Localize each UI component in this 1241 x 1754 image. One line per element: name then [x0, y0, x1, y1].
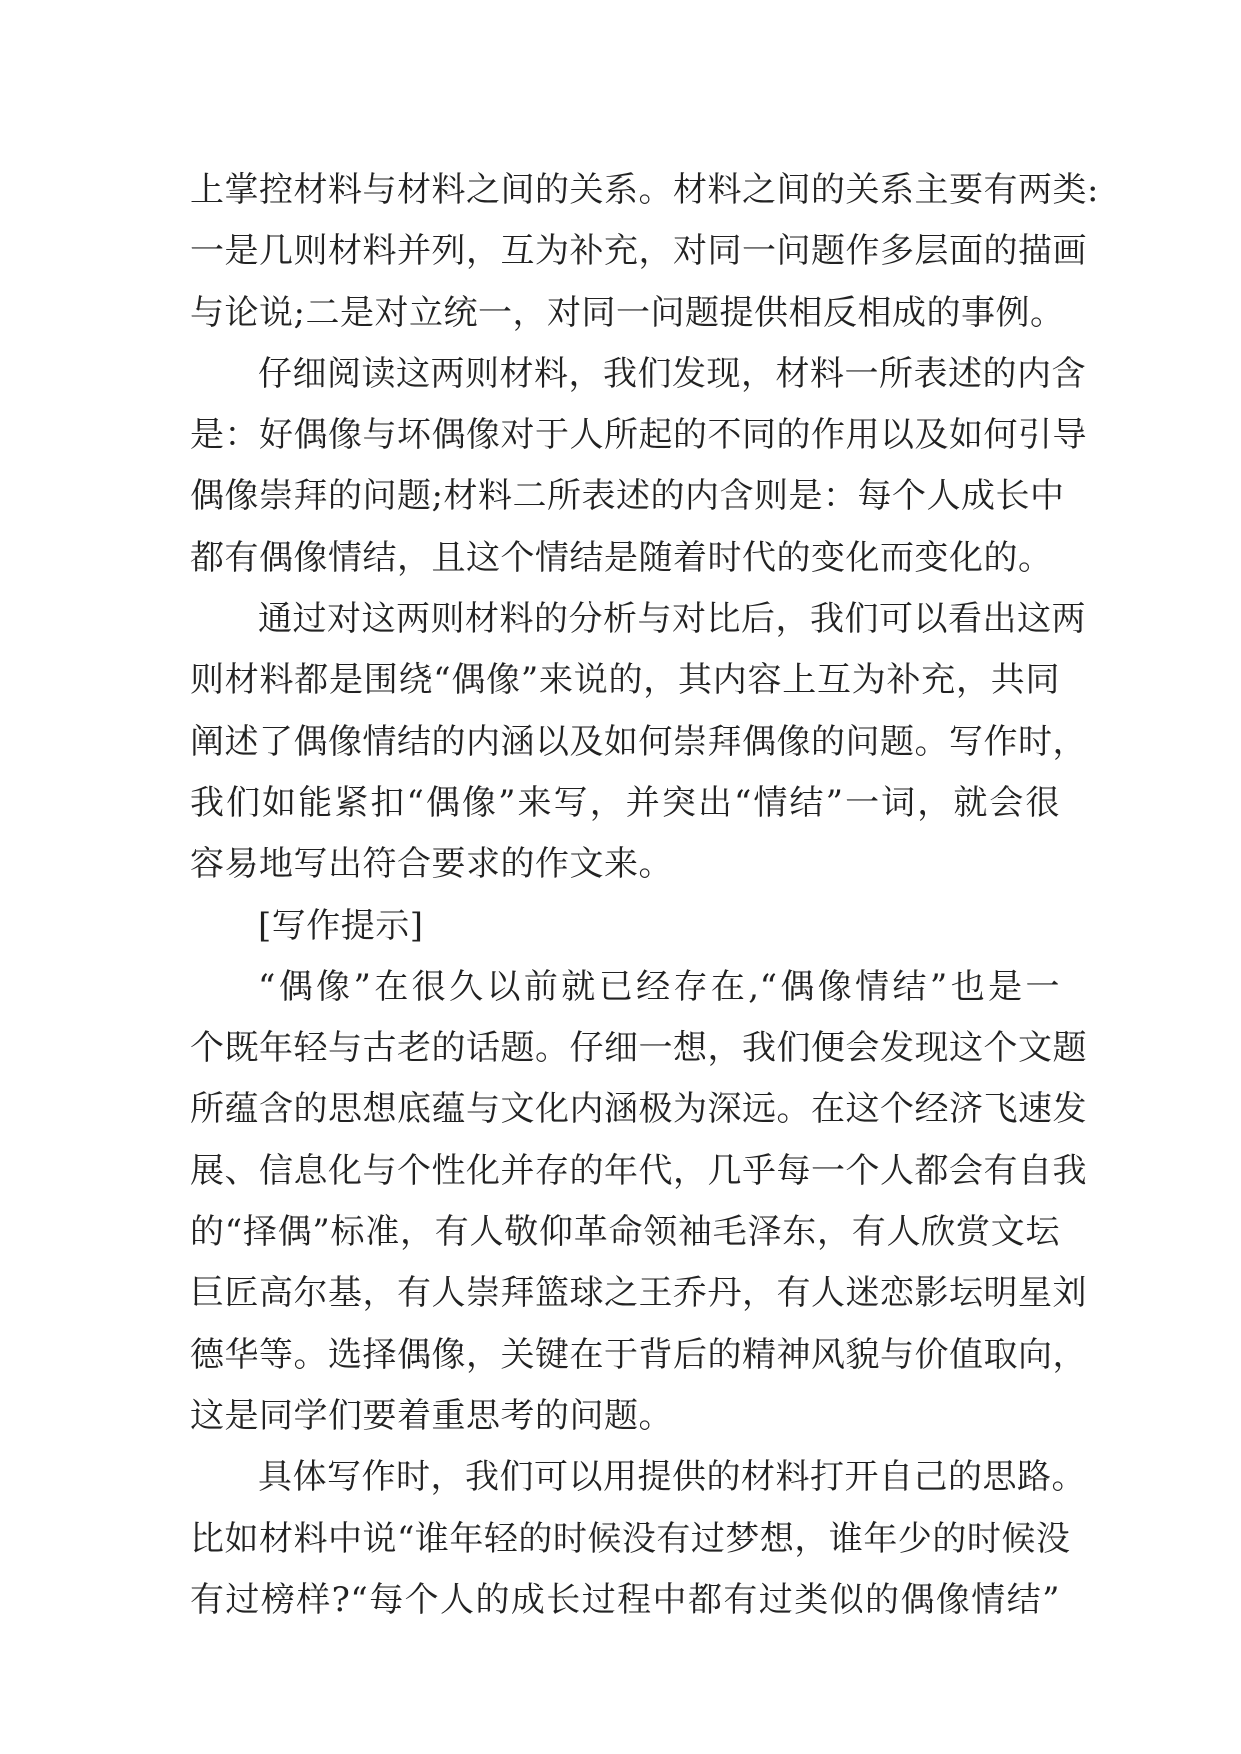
text-line: 具体写作时，我们可以用提供的材料打开自己的思路。: [258, 1457, 1086, 1498]
text-line: 一是几则材料并列，互为补充，对同一问题作多层面的描画: [190, 231, 1087, 272]
document-page: [190, 160, 1099, 1631]
text-line: 容易地写出符合要求的作文来。: [190, 844, 673, 885]
text-line: 通过对这两则材料的分析与对比后，我们可以看出这两: [258, 599, 1086, 640]
text-line: 这是同学们要着重思考的问题。: [190, 1395, 673, 1436]
text-line: 偶像崇拜的问题;材料二所表述的内含则是：每个人成长中: [190, 476, 1065, 517]
text-line: “偶像”在很久以前就已经存在,“偶像情结”也是一: [258, 966, 1060, 1007]
text-line: 则材料都是围绕“偶像”来说的，其内容上互为补充，共同: [190, 660, 1060, 701]
text-line: 德华等。选择偶像，关键在于背后的精神风貌与价值取向，: [190, 1334, 1087, 1375]
text-line: 所蕴含的思想底蕴与文化内涵极为深远。在这个经济飞速发: [190, 1089, 1087, 1130]
text-line: 比如材料中说“谁年轻的时候没有过梦想，谁年少的时候没: [190, 1518, 1071, 1559]
text-line: 有过榜样?“每个人的成长过程中都有过类似的偶像情结”: [190, 1579, 1060, 1620]
text-line: 与论说;二是对立统一，对同一问题提供相反相成的事例。: [190, 292, 1065, 333]
text-line: 是：好偶像与坏偶像对于人所起的不同的作用以及如何引导: [190, 415, 1087, 456]
text-line: 我们如能紧扣“偶像”来写，并突出“情结”一词，就会很: [190, 782, 1060, 823]
text-line: 个既年轻与古老的话题。仔细一想，我们便会发现这个文题: [190, 1028, 1087, 1069]
text-line: 的“择偶”标准，有人敬仰革命领袖毛泽东，有人欣赏文坛: [190, 1212, 1060, 1253]
text-line: 展、信息化与个性化并存的年代，几乎每一个人都会有自我: [190, 1150, 1087, 1191]
text-line: 仔细阅读这两则材料，我们发现，材料一所表述的内含: [258, 353, 1086, 394]
text-line: 阐述了偶像情结的内涵以及如何崇拜偶像的问题。写作时，: [190, 721, 1087, 762]
text-line: 上掌控材料与材料之间的关系。材料之间的关系主要有两类:: [190, 170, 1099, 210]
text-line: [写作提示]: [258, 905, 424, 946]
text-line: 巨匠高尔基，有人崇拜篮球之王乔丹，有人迷恋影坛明星刘: [190, 1273, 1087, 1314]
text-line: 都有偶像情结，且这个情结是随着时代的变化而变化的。: [190, 537, 1053, 578]
